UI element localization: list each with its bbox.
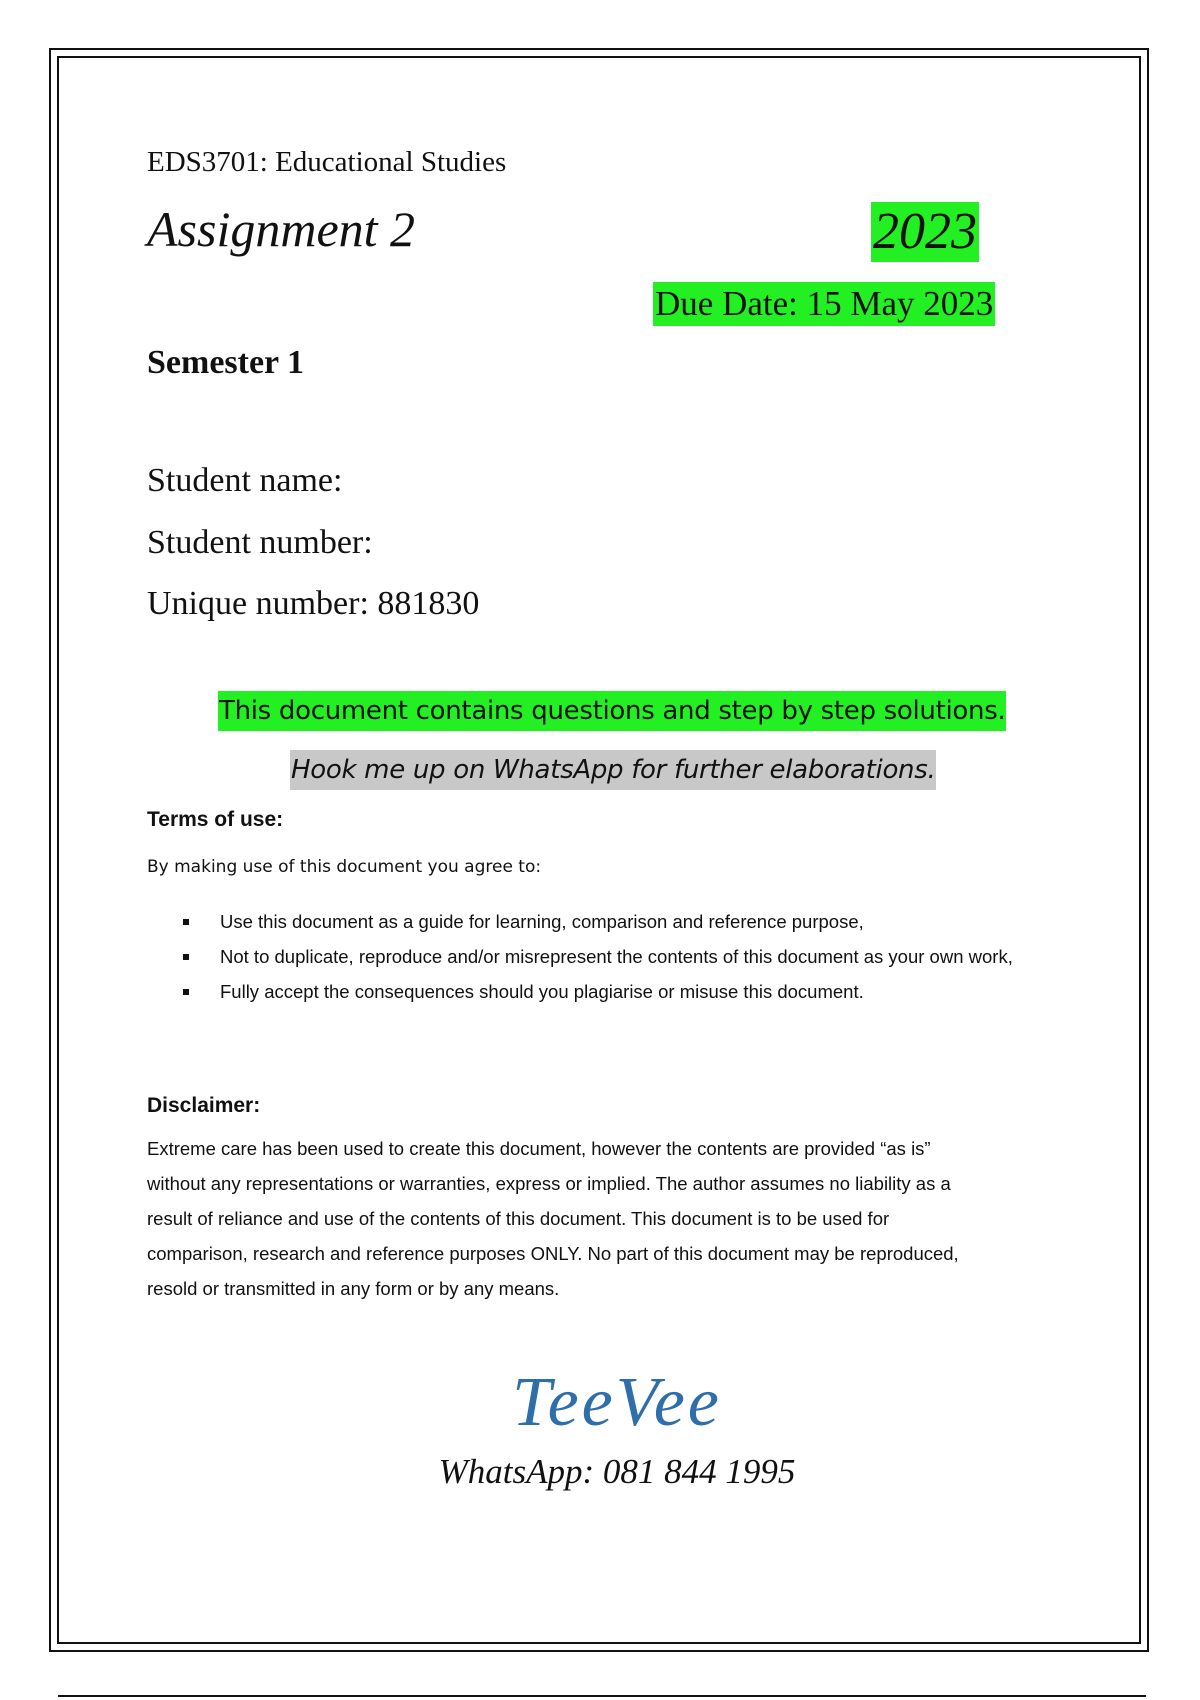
due-date: Due Date: 15 May 2023 bbox=[653, 282, 995, 326]
terms-intro: By making use of this document you agree to: bbox=[147, 857, 542, 877]
disclaimer-text: Extreme care has been used to create this document, however the contents are provided “as is” without any representations or warranties, express or implied. The author assumes no liability as a result of reliance and use of the contents of this document. This document is to be used for comparison, research and reference purposes ONLY. No part of this document may be reproduced, resold or transmitted in any form or by any means. bbox=[147, 1138, 959, 1299]
unique-number: Unique number: 881830 bbox=[147, 585, 480, 622]
footer-divider bbox=[58, 1695, 1146, 1697]
author-signature: TeeVee bbox=[512, 1364, 722, 1441]
student-number-label: Student number: bbox=[147, 524, 373, 561]
assignment-title: Assignment 2 bbox=[147, 201, 416, 257]
terms-list bbox=[183, 905, 1043, 1010]
terms-item-text: Use this document as a guide for learning, comparison and reference purpose, bbox=[220, 911, 864, 932]
terms-item-text: Fully accept the consequences should you plagiarise or misuse this document. bbox=[220, 981, 864, 1002]
terms-list-item bbox=[183, 975, 1043, 1009]
square-bullet-icon bbox=[183, 954, 189, 960]
student-name-label: Student name: bbox=[147, 462, 343, 499]
terms-list-item bbox=[183, 905, 1043, 939]
terms-heading: Terms of use: bbox=[147, 808, 284, 831]
square-bullet-icon bbox=[183, 919, 189, 925]
terms-list-item bbox=[183, 940, 1043, 974]
year-highlight: 2023 bbox=[873, 203, 977, 260]
semester-label: Semester 1 bbox=[147, 344, 305, 381]
square-bullet-icon bbox=[183, 989, 189, 995]
whatsapp-hook-banner: Hook me up on WhatsApp for further elaborations. bbox=[290, 750, 936, 790]
course-title: EDS3701: Educational Studies bbox=[147, 146, 507, 178]
disclaimer-heading: Disclaimer: bbox=[147, 1094, 261, 1117]
whatsapp-contact: WhatsApp: 081 844 1995 bbox=[438, 1452, 796, 1491]
terms-item-text: Not to duplicate, reproduce and/or misrepresent the contents of this document as your own work, bbox=[220, 946, 1013, 967]
solutions-banner: This document contains questions and step by step solutions. bbox=[218, 691, 1006, 731]
